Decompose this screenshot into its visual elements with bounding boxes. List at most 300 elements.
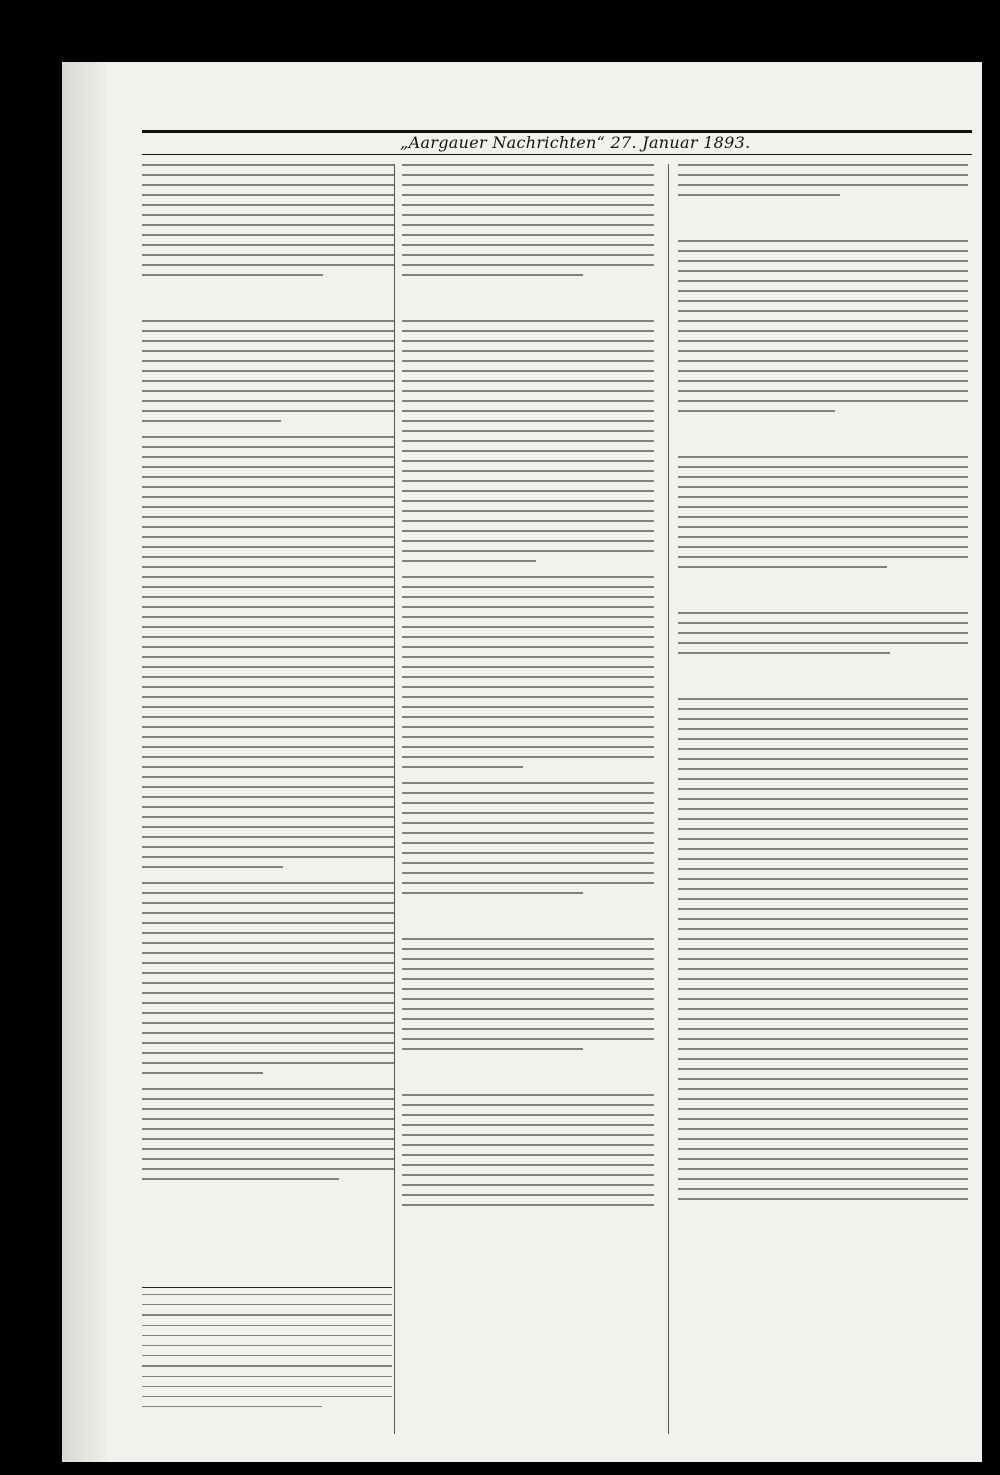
text-line-placeholder xyxy=(402,1104,654,1106)
text-line-placeholder xyxy=(402,766,523,768)
text-line-placeholder xyxy=(142,766,394,768)
text-line-placeholder xyxy=(402,676,654,678)
text-line-placeholder xyxy=(678,632,968,634)
text-line-placeholder xyxy=(142,706,394,708)
text-line-placeholder xyxy=(678,698,968,700)
text-line-placeholder xyxy=(142,1158,394,1160)
text-line-placeholder xyxy=(678,828,968,830)
text-line-placeholder xyxy=(142,596,394,598)
text-line-placeholder xyxy=(678,1098,968,1100)
paragraph xyxy=(678,164,968,196)
text-line-placeholder xyxy=(402,1154,654,1156)
text-line-placeholder xyxy=(142,1294,392,1295)
text-line-placeholder xyxy=(142,566,394,568)
text-line-placeholder xyxy=(402,400,654,402)
text-line-placeholder xyxy=(402,882,654,884)
column-divider xyxy=(668,164,669,1434)
text-line-placeholder xyxy=(142,330,394,332)
text-line-placeholder xyxy=(678,978,968,980)
text-line-placeholder xyxy=(678,486,968,488)
text-line-placeholder xyxy=(142,536,394,538)
text-line-placeholder xyxy=(142,1072,263,1074)
text-line-placeholder xyxy=(678,290,968,292)
text-line-placeholder xyxy=(678,768,968,770)
text-line-placeholder xyxy=(678,968,968,970)
text-line-placeholder xyxy=(678,808,968,810)
text-line-placeholder xyxy=(678,496,968,498)
text-line-placeholder xyxy=(142,1022,394,1024)
text-line-placeholder xyxy=(678,1068,968,1070)
text-line-placeholder xyxy=(142,962,394,964)
text-line-placeholder xyxy=(678,1078,968,1080)
text-line-placeholder xyxy=(678,270,968,272)
text-line-placeholder xyxy=(678,798,968,800)
section-heading-space xyxy=(678,668,968,698)
text-line-placeholder xyxy=(402,204,654,206)
text-line-placeholder xyxy=(678,858,968,860)
text-line-placeholder xyxy=(142,390,394,392)
text-line-placeholder xyxy=(402,264,654,266)
text-line-placeholder xyxy=(678,868,968,870)
text-line-placeholder xyxy=(142,1355,392,1356)
text-line-placeholder xyxy=(402,1134,654,1136)
text-line-placeholder xyxy=(678,240,968,242)
text-line-placeholder xyxy=(402,706,654,708)
text-line-placeholder xyxy=(142,436,394,438)
text-line-placeholder xyxy=(142,174,394,176)
text-line-placeholder xyxy=(678,184,968,186)
text-line-placeholder xyxy=(678,652,890,654)
text-line-placeholder xyxy=(402,410,654,412)
footnote-rule xyxy=(142,1287,392,1288)
text-line-placeholder xyxy=(402,480,654,482)
paragraph xyxy=(402,576,654,768)
column-1 xyxy=(142,164,394,1209)
text-line-placeholder xyxy=(678,1198,968,1200)
text-line-placeholder xyxy=(142,476,394,478)
text-line-placeholder xyxy=(678,1168,968,1170)
text-line-placeholder xyxy=(678,516,968,518)
text-line-placeholder xyxy=(678,818,968,820)
text-line-placeholder xyxy=(402,596,654,598)
text-line-placeholder xyxy=(678,466,968,468)
text-line-placeholder xyxy=(402,832,654,834)
text-line-placeholder xyxy=(142,736,394,738)
text-line-placeholder xyxy=(678,526,968,528)
text-line-placeholder xyxy=(142,696,394,698)
text-line-placeholder xyxy=(142,1138,394,1140)
text-line-placeholder xyxy=(402,1174,654,1176)
text-line-placeholder xyxy=(402,470,654,472)
text-line-placeholder xyxy=(678,1028,968,1030)
text-line-placeholder xyxy=(678,738,968,740)
text-line-placeholder xyxy=(142,576,394,578)
text-line-placeholder xyxy=(142,1012,394,1014)
text-line-placeholder xyxy=(402,1028,654,1030)
text-line-placeholder xyxy=(402,736,654,738)
text-line-placeholder xyxy=(678,280,968,282)
text-line-placeholder xyxy=(142,340,394,342)
text-line-placeholder xyxy=(678,708,968,710)
text-line-placeholder xyxy=(142,626,394,628)
text-line-placeholder xyxy=(142,656,394,658)
text-line-placeholder xyxy=(678,908,968,910)
text-line-placeholder xyxy=(402,460,654,462)
text-line-placeholder xyxy=(142,1325,392,1326)
text-line-placeholder xyxy=(142,1042,394,1044)
text-line-placeholder xyxy=(142,636,394,638)
paragraph xyxy=(402,1094,654,1206)
text-line-placeholder xyxy=(142,204,394,206)
column-2 xyxy=(402,164,654,1209)
text-line-placeholder xyxy=(402,1204,654,1206)
text-line-placeholder xyxy=(142,556,394,558)
section-heading-space xyxy=(678,582,968,612)
text-line-placeholder xyxy=(142,646,394,648)
text-line-placeholder xyxy=(142,786,394,788)
text-line-placeholder xyxy=(402,686,654,688)
text-line-placeholder xyxy=(678,260,968,262)
text-line-placeholder xyxy=(678,320,968,322)
text-line-placeholder xyxy=(142,274,323,276)
text-line-placeholder xyxy=(142,486,394,488)
text-line-placeholder xyxy=(142,1406,322,1407)
text-line-placeholder xyxy=(402,1048,583,1050)
text-line-placeholder xyxy=(142,676,394,678)
text-line-placeholder xyxy=(142,606,394,608)
text-line-placeholder xyxy=(402,666,654,668)
text-line-placeholder xyxy=(678,938,968,940)
text-line-placeholder xyxy=(142,1168,394,1170)
text-line-placeholder xyxy=(402,938,654,940)
section-heading-space xyxy=(402,908,654,938)
text-line-placeholder xyxy=(402,626,654,628)
text-line-placeholder xyxy=(142,796,394,798)
text-line-placeholder xyxy=(142,1118,394,1120)
text-line-placeholder xyxy=(678,350,968,352)
text-line-placeholder xyxy=(402,792,654,794)
text-line-placeholder xyxy=(678,918,968,920)
text-line-placeholder xyxy=(142,1335,392,1336)
text-line-placeholder xyxy=(678,988,968,990)
text-line-placeholder xyxy=(402,842,654,844)
section-heading-space xyxy=(678,426,968,456)
text-line-placeholder xyxy=(142,882,394,884)
text-line-placeholder xyxy=(142,756,394,758)
text-line-placeholder xyxy=(402,1184,654,1186)
text-line-placeholder xyxy=(402,320,654,322)
text-line-placeholder xyxy=(678,888,968,890)
text-line-placeholder xyxy=(678,848,968,850)
text-line-placeholder xyxy=(402,746,654,748)
column-3 xyxy=(678,164,968,1209)
text-line-placeholder xyxy=(678,1048,968,1050)
text-line-placeholder xyxy=(142,902,394,904)
text-line-placeholder xyxy=(142,234,394,236)
text-line-placeholder xyxy=(402,812,654,814)
text-line-placeholder xyxy=(142,164,394,166)
text-line-placeholder xyxy=(402,174,654,176)
text-line-placeholder xyxy=(142,1345,392,1346)
text-line-placeholder xyxy=(402,450,654,452)
text-line-placeholder xyxy=(678,360,968,362)
text-line-placeholder xyxy=(678,174,968,176)
text-line-placeholder xyxy=(142,856,394,858)
section-heading-space xyxy=(402,1064,654,1094)
text-line-placeholder xyxy=(142,616,394,618)
text-line-placeholder xyxy=(678,370,968,372)
text-line-placeholder xyxy=(402,1018,654,1020)
text-line-placeholder xyxy=(142,1052,394,1054)
text-line-placeholder xyxy=(142,466,394,468)
text-line-placeholder xyxy=(142,350,394,352)
text-line-placeholder xyxy=(402,1038,654,1040)
text-line-placeholder xyxy=(678,1058,968,1060)
text-line-placeholder xyxy=(142,982,394,984)
paragraph xyxy=(142,882,394,1074)
text-line-placeholder xyxy=(402,998,654,1000)
text-line-placeholder xyxy=(678,556,968,558)
text-line-placeholder xyxy=(402,194,654,196)
text-line-placeholder xyxy=(402,646,654,648)
text-line-placeholder xyxy=(402,440,654,442)
text-line-placeholder xyxy=(678,546,968,548)
text-line-placeholder xyxy=(142,952,394,954)
text-line-placeholder xyxy=(402,756,654,758)
text-line-placeholder xyxy=(142,264,394,266)
text-line-placeholder xyxy=(142,506,394,508)
text-line-placeholder xyxy=(678,380,968,382)
text-line-placeholder xyxy=(142,1062,394,1064)
paragraph xyxy=(402,164,654,276)
text-line-placeholder xyxy=(402,420,654,422)
text-line-placeholder xyxy=(678,1138,968,1140)
text-line-placeholder xyxy=(142,716,394,718)
text-line-placeholder xyxy=(142,194,394,196)
text-line-placeholder xyxy=(402,782,654,784)
text-line-placeholder xyxy=(402,802,654,804)
text-line-placeholder xyxy=(678,1018,968,1020)
text-line-placeholder xyxy=(142,1178,339,1180)
text-line-placeholder xyxy=(142,254,394,256)
text-line-placeholder xyxy=(402,1164,654,1166)
text-line-placeholder xyxy=(678,838,968,840)
text-line-placeholder xyxy=(402,520,654,522)
text-line-placeholder xyxy=(402,696,654,698)
text-line-placeholder xyxy=(402,360,654,362)
text-line-placeholder xyxy=(678,1158,968,1160)
text-line-placeholder xyxy=(142,546,394,548)
text-line-placeholder xyxy=(678,1188,968,1190)
text-line-placeholder xyxy=(678,536,968,538)
text-line-placeholder xyxy=(402,430,654,432)
text-line-placeholder xyxy=(402,968,654,970)
text-line-placeholder xyxy=(402,254,654,256)
text-line-placeholder xyxy=(402,244,654,246)
text-line-placeholder xyxy=(142,410,394,412)
text-line-placeholder xyxy=(678,622,968,624)
text-line-placeholder xyxy=(142,932,394,934)
text-line-placeholder xyxy=(402,560,536,562)
text-line-placeholder xyxy=(142,224,394,226)
text-line-placeholder xyxy=(402,370,654,372)
paragraph xyxy=(142,436,394,868)
text-line-placeholder xyxy=(402,656,654,658)
text-line-placeholder xyxy=(678,1148,968,1150)
text-line-placeholder xyxy=(142,370,394,372)
text-line-placeholder xyxy=(402,958,654,960)
text-line-placeholder xyxy=(678,1118,968,1120)
section-heading-space xyxy=(142,290,394,320)
text-line-placeholder xyxy=(402,586,654,588)
text-line-placeholder xyxy=(678,748,968,750)
page-binding-shadow xyxy=(62,62,106,1462)
text-line-placeholder xyxy=(142,806,394,808)
text-line-placeholder xyxy=(678,400,968,402)
text-line-placeholder xyxy=(402,576,654,578)
text-line-placeholder xyxy=(142,244,394,246)
text-line-placeholder xyxy=(142,320,394,322)
text-line-placeholder xyxy=(142,892,394,894)
text-line-placeholder xyxy=(142,1108,394,1110)
text-line-placeholder xyxy=(142,836,394,838)
text-line-placeholder xyxy=(402,510,654,512)
text-line-placeholder xyxy=(402,550,654,552)
text-line-placeholder xyxy=(678,300,968,302)
text-line-placeholder xyxy=(678,456,968,458)
text-line-placeholder xyxy=(402,1114,654,1116)
text-line-placeholder xyxy=(402,978,654,980)
text-line-placeholder xyxy=(142,184,394,186)
text-line-placeholder xyxy=(142,866,283,868)
text-line-placeholder xyxy=(142,1148,394,1150)
text-line-placeholder xyxy=(142,1386,392,1387)
text-line-placeholder xyxy=(142,746,394,748)
section-heading-space xyxy=(678,210,968,240)
text-line-placeholder xyxy=(402,1194,654,1196)
text-line-placeholder xyxy=(402,330,654,332)
paragraph xyxy=(142,320,394,422)
text-line-placeholder xyxy=(402,948,654,950)
text-line-placeholder xyxy=(142,420,281,422)
text-line-placeholder xyxy=(402,540,654,542)
masthead: „Aargauer Nachrichten“ 27. Januar 1893. xyxy=(400,133,751,152)
text-line-placeholder xyxy=(142,972,394,974)
paragraph xyxy=(678,240,968,412)
text-line-placeholder xyxy=(142,526,394,528)
text-line-placeholder xyxy=(402,616,654,618)
text-line-placeholder xyxy=(142,586,394,588)
text-line-placeholder xyxy=(678,958,968,960)
footnote xyxy=(142,1294,392,1444)
text-line-placeholder xyxy=(678,476,968,478)
text-line-placeholder xyxy=(402,214,654,216)
text-line-placeholder xyxy=(402,490,654,492)
text-line-placeholder xyxy=(402,852,654,854)
text-line-placeholder xyxy=(402,872,654,874)
text-line-placeholder xyxy=(402,636,654,638)
text-line-placeholder xyxy=(678,1128,968,1130)
text-line-placeholder xyxy=(142,496,394,498)
paragraph xyxy=(678,456,968,568)
text-line-placeholder xyxy=(402,340,654,342)
paragraph xyxy=(678,698,968,1200)
text-line-placeholder xyxy=(678,1008,968,1010)
text-line-placeholder xyxy=(142,726,394,728)
text-line-placeholder xyxy=(678,410,835,412)
column-divider xyxy=(394,164,395,1434)
text-line-placeholder xyxy=(678,330,968,332)
text-line-placeholder xyxy=(402,862,654,864)
text-line-placeholder xyxy=(142,1128,394,1130)
text-line-placeholder xyxy=(142,666,394,668)
text-line-placeholder xyxy=(402,988,654,990)
text-line-placeholder xyxy=(402,892,583,894)
text-line-placeholder xyxy=(402,350,654,352)
text-line-placeholder xyxy=(678,390,968,392)
text-line-placeholder xyxy=(678,758,968,760)
text-line-placeholder xyxy=(402,1094,654,1096)
paragraph xyxy=(142,164,394,276)
section-heading-space xyxy=(402,290,654,320)
text-line-placeholder xyxy=(402,1144,654,1146)
text-line-placeholder xyxy=(402,274,583,276)
text-line-placeholder xyxy=(402,530,654,532)
text-line-placeholder xyxy=(142,942,394,944)
text-line-placeholder xyxy=(142,1032,394,1034)
text-line-placeholder xyxy=(678,250,968,252)
text-line-placeholder xyxy=(142,686,394,688)
text-line-placeholder xyxy=(142,922,394,924)
text-line-placeholder xyxy=(142,214,394,216)
text-line-placeholder xyxy=(678,948,968,950)
text-line-placeholder xyxy=(142,776,394,778)
text-line-placeholder xyxy=(678,566,887,568)
text-line-placeholder xyxy=(142,1314,392,1315)
text-line-placeholder xyxy=(142,1098,394,1100)
text-line-placeholder xyxy=(402,726,654,728)
text-line-placeholder xyxy=(142,380,394,382)
text-line-placeholder xyxy=(402,184,654,186)
text-line-placeholder xyxy=(402,1124,654,1126)
text-line-placeholder xyxy=(678,642,968,644)
text-line-placeholder xyxy=(402,380,654,382)
text-line-placeholder xyxy=(402,822,654,824)
text-line-placeholder xyxy=(142,446,394,448)
text-line-placeholder xyxy=(678,340,968,342)
text-line-placeholder xyxy=(142,1304,392,1305)
text-line-placeholder xyxy=(142,1088,394,1090)
text-line-placeholder xyxy=(142,846,394,848)
text-line-placeholder xyxy=(678,1088,968,1090)
text-line-placeholder xyxy=(678,506,968,508)
text-line-placeholder xyxy=(142,400,394,402)
paragraph xyxy=(402,938,654,1050)
text-line-placeholder xyxy=(678,898,968,900)
text-line-placeholder xyxy=(678,612,968,614)
text-line-placeholder xyxy=(678,194,840,196)
text-line-placeholder xyxy=(402,234,654,236)
newspaper-page xyxy=(62,62,982,1462)
text-line-placeholder xyxy=(402,606,654,608)
text-line-placeholder xyxy=(402,390,654,392)
masthead-bottom-rule xyxy=(142,154,972,155)
text-line-placeholder xyxy=(678,788,968,790)
paragraph xyxy=(142,1088,394,1180)
text-line-placeholder xyxy=(678,164,968,166)
text-line-placeholder xyxy=(142,1365,392,1366)
paragraph xyxy=(402,320,654,562)
